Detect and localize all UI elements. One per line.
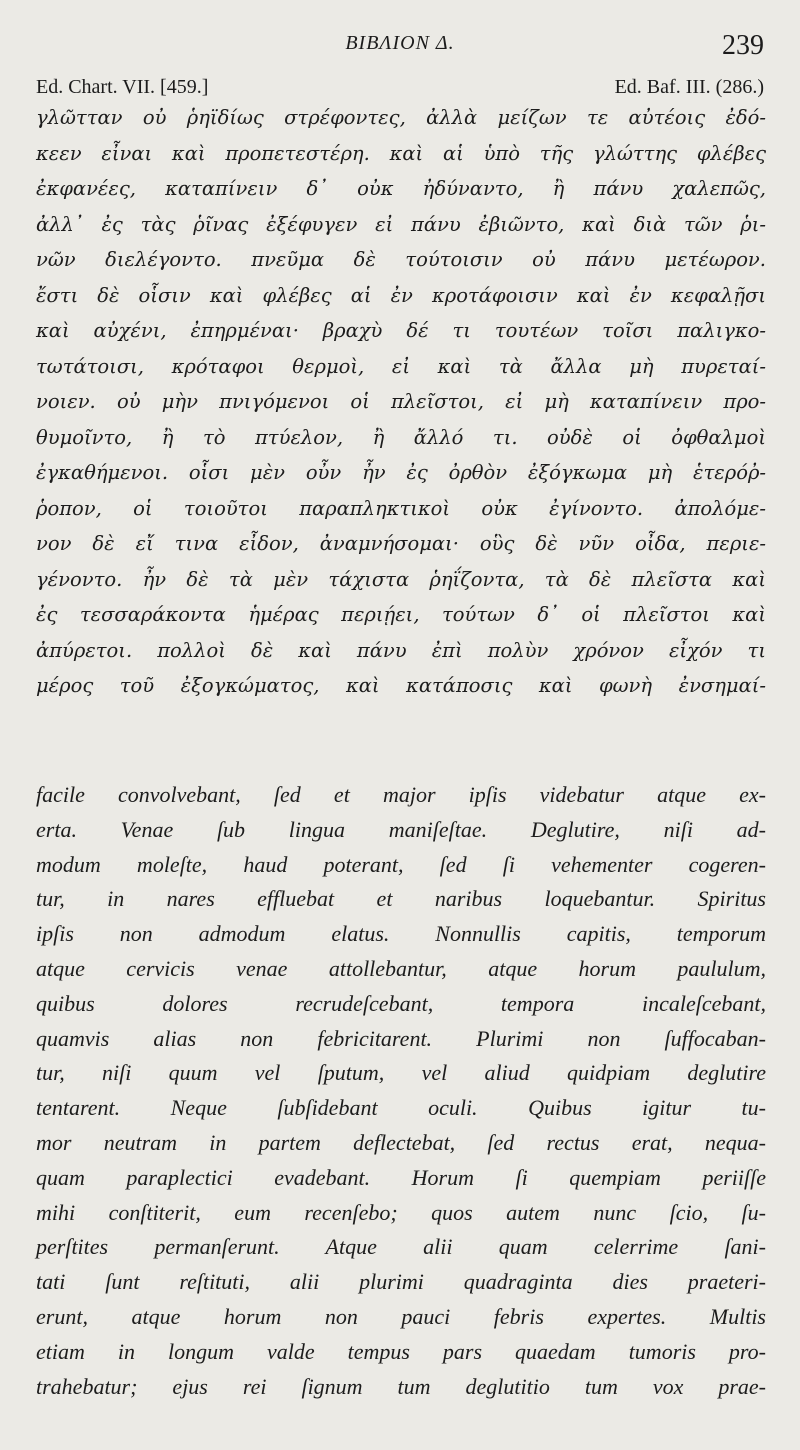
latin-text-line: mihi conſtiterit, eum recenſebo; quos autem nunc ſcio, ſu- — [36, 1199, 766, 1225]
latin-text-line: tentarent. Neque ſubſidebant oculi. Quibus igitur tu- — [36, 1095, 766, 1121]
greek-text-line: ἀπύρετοι. πολλοὶ δὲ καὶ πάνυ ἐπὶ πολὺν χρόνον εἶχόν τι — [36, 638, 766, 662]
latin-text-line: tati ſunt reſtituti, alii plurimi quadraginta dies praeteri- — [36, 1269, 766, 1295]
greek-text-line: ἀλλ᾽ ἐς τὰς ῥῖνας ἐξέφυγεν εἰ πάνυ ἐβιῶντο, καὶ διὰ τῶν ῥι- — [36, 212, 766, 236]
latin-text-line: tur, in nares effluebat et naribus loquebantur. Spiritus — [36, 886, 766, 912]
running-title: BIBΛION Δ. — [345, 32, 455, 54]
latin-text-line: ipſis non admodum elatus. Nonnullis capitis, temporum — [36, 921, 766, 947]
greek-text-line: γλῶτταν οὐ ῥηϊδίως στρέφοντες, ἀλλὰ μείζων τε αὐτέοις ἐδό- — [36, 106, 766, 129]
latin-text-line: erta. Venae ſub lingua maniſeſtae. Deglutire, niſi ad- — [36, 816, 766, 842]
greek-text-line: νοιεν. οὐ μὴν πνιγόμενοι οἱ πλεῖστοι, εἰ μὴ καταπίνειν προ- — [36, 390, 766, 413]
greek-text-line: γένοντο. ἦν δὲ τὰ μὲν τάχιστα ῥηΐζοντα, τὰ δὲ πλεῖστα καὶ — [36, 567, 766, 591]
greek-text-line: τωτάτοισι, κρόταφοι θερμοὶ, εἰ καὶ τὰ ἄλλα μὴ πυρεταί- — [36, 354, 766, 378]
greek-text-line: θυμοῖντο, ἢ τὸ πτύελον, ἢ ἄλλό τι. οὐδὲ οἱ ὀφθαλμοὶ — [36, 425, 766, 449]
latin-text-line: etiam in longum valde tempus pars quaedam tumoris pro- — [36, 1338, 766, 1364]
greek-text-line: ἐς τεσσαράκοντα ἡμέρας περιῄει, τούτων δ᾽ οἱ πλεῖστοι καὶ — [36, 603, 766, 626]
latin-text-line: mor neutram in partem deflectebat, ſed rectus erat, nequa- — [36, 1129, 766, 1155]
latin-text-line: perſtites permanſerunt. Atque alii quam celerrime ſani- — [36, 1234, 766, 1260]
greek-text-line: μέρος τοῦ ἐξογκώματος, καὶ κατάποσις καὶ φωνὴ ἐνσημαί- — [36, 674, 766, 697]
latin-text-line: quibus dolores recrudeſcebant, tempora incaleſcebant, — [36, 990, 766, 1016]
greek-text-line: ἐγκαθήμενοι. οἷσι μὲν οὖν ἦν ἐς ὀρθὸν ἐξόγκωμα μὴ ἑτερόῤ- — [36, 461, 766, 484]
latin-text-line: atque cervicis venae attollebantur, atque horum paululum, — [36, 955, 766, 981]
greek-text-line: νῶν διελέγοντο. πνεῦμα δὲ τούτοισιν οὐ πάνυ μετέωρον. — [36, 248, 766, 271]
greek-text-line: καὶ αὐχένι, ἐπηρμέναι· βραχὺ δέ τι τουτέων τοῖσι παλιγκο- — [36, 319, 766, 342]
latin-text-line: erunt, atque horum non pauci febris expertes. Multis — [36, 1303, 766, 1329]
page-number: 239 — [722, 30, 764, 61]
edition-basel-reference: Ed. Baf. III. (286.) — [614, 76, 764, 98]
latin-text-line: quamvis alias non febricitarent. Plurimi non ſuffocaban- — [36, 1025, 766, 1051]
greek-text-line: νον δὲ εἴ τινα εἶδον, ἀναμνήσομαι· οὓς δὲ νῦν οἶδα, περιε- — [36, 532, 766, 555]
greek-text-line: κεεν εἶναι καὶ προπετεστέρη. καὶ αἱ ὑπὸ τῆς γλώττης φλέβες — [36, 141, 766, 165]
greek-text-line: ἐκφανέες, καταπίνειν δ᾽ οὐκ ἠδύναντο, ἢ πάνυ χαλεπῶς, — [36, 177, 766, 200]
latin-text-line: modum moleſte, haud poterant, ſed ſi vehementer cogeren- — [36, 851, 766, 877]
greek-text-line: ῥοπον, οἱ τοιοῦτοι παραπληκτικοὶ οὐκ ἐγίνοντο. ἀπολόμε- — [36, 496, 766, 520]
latin-text-block — [36, 778, 766, 1404]
greek-text-block — [36, 100, 766, 704]
greek-text-line: ἔστι δὲ οἷσιν καὶ φλέβες αἱ ἐν κροτάφοισιν καὶ ἐν κεφαλῇσι — [36, 283, 766, 307]
latin-text-line: facile convolvebant, ſed et major ipſis videbatur atque ex- — [36, 782, 766, 807]
latin-text-line: trahebatur; ejus rei ſignum tum deglutitio tum vox prae- — [36, 1373, 766, 1399]
latin-text-line: quam paraplectici evadebant. Horum ſi quempiam periiſſe — [36, 1164, 766, 1190]
latin-text-line: tur, niſi quum vel ſputum, vel aliud quidpiam deglutire — [36, 1060, 766, 1086]
edition-chartier-reference: Ed. Chart. VII. [459.] — [36, 76, 209, 98]
